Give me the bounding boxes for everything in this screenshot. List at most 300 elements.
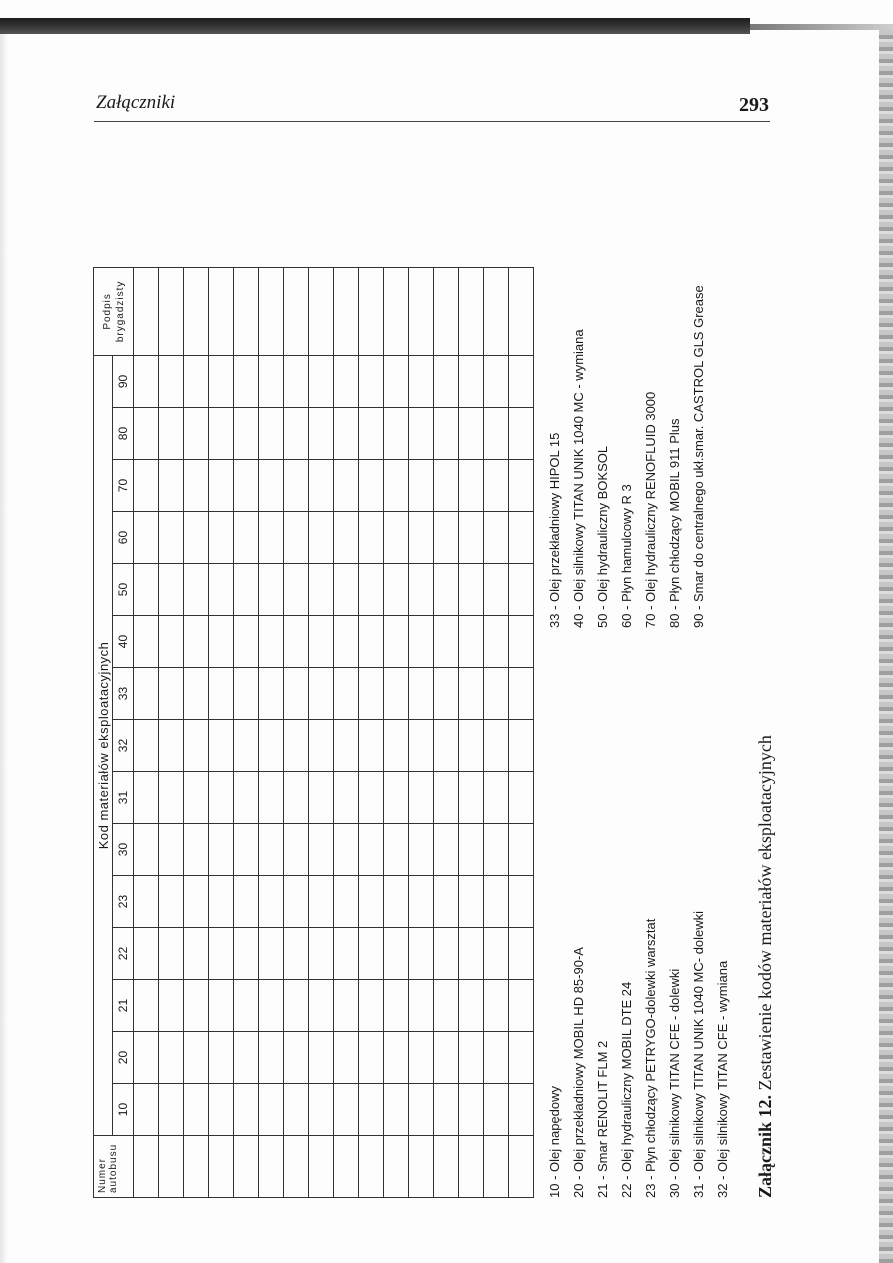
table-cell	[284, 772, 309, 824]
table-cell	[209, 616, 234, 668]
table-cell	[434, 512, 459, 564]
table-cell	[484, 980, 509, 1032]
table-cell	[484, 512, 509, 564]
table-cell	[184, 460, 209, 512]
table-cell	[334, 772, 359, 824]
table-cell	[159, 772, 184, 824]
table-cell	[134, 512, 159, 564]
code-header: 40	[113, 616, 134, 668]
table-cell	[134, 408, 159, 460]
table-cell	[284, 1136, 309, 1198]
table-cell	[434, 1032, 459, 1084]
table-cell	[334, 1084, 359, 1136]
table-cell	[459, 720, 484, 772]
table-cell	[309, 876, 334, 928]
table-cell	[284, 876, 309, 928]
table-cell	[459, 824, 484, 876]
table-cell	[409, 720, 434, 772]
legend-item: 20 - Olej przekładniowy MOBIL HD 85-90-A	[571, 947, 586, 1198]
table-cell	[184, 1032, 209, 1084]
table-cell	[409, 928, 434, 980]
table-cell	[459, 616, 484, 668]
table-cell	[434, 876, 459, 928]
table-cell	[284, 460, 309, 512]
table-cell	[484, 668, 509, 720]
table-cell	[284, 668, 309, 720]
table-cell	[434, 1084, 459, 1136]
table-cell	[334, 824, 359, 876]
table-cell	[234, 824, 259, 876]
table-cell	[134, 355, 159, 407]
legend-item: 23 - Płyn chłodzący PETRYGO-dolewki warsztat	[643, 918, 658, 1198]
table-row	[209, 267, 234, 1197]
table-cell	[159, 512, 184, 564]
table-cell	[209, 564, 234, 616]
table-cell	[134, 928, 159, 980]
table-cell	[384, 1084, 409, 1136]
scan-right-edge	[879, 30, 893, 1263]
code-header: 22	[113, 928, 134, 980]
caption-label: Załącznik 12.	[755, 1094, 775, 1198]
table-cell	[259, 460, 284, 512]
table-cell	[484, 267, 509, 355]
caption-text: Zestawienie kodów materiałów eksploatacyjnych	[755, 735, 775, 1091]
table-cell	[259, 824, 284, 876]
table-cell	[309, 772, 334, 824]
table-cell	[409, 512, 434, 564]
table-cell	[409, 980, 434, 1032]
table-cell	[159, 928, 184, 980]
scan-top-bar-fade	[750, 24, 893, 30]
legend-left	[543, 911, 735, 1198]
table-cell	[459, 1084, 484, 1136]
table-cell	[309, 1084, 334, 1136]
table-cell	[434, 928, 459, 980]
legend-item: 10 - Olej napędowy	[547, 1085, 562, 1198]
table-cell	[434, 668, 459, 720]
table-cell	[384, 772, 409, 824]
table-cell	[134, 668, 159, 720]
table-row	[459, 267, 484, 1197]
table-cell	[334, 512, 359, 564]
table-cell	[359, 928, 384, 980]
code-header: 90	[113, 355, 134, 407]
table-cell	[134, 267, 159, 355]
table-cell	[234, 1084, 259, 1136]
table-cell	[434, 772, 459, 824]
table-cell	[384, 824, 409, 876]
table-cell	[334, 616, 359, 668]
table-cell	[234, 1032, 259, 1084]
table-cell	[209, 1084, 234, 1136]
table-cell	[409, 876, 434, 928]
column-header-material-codes: Kod materiałów eksploatacyjnych	[94, 355, 113, 1135]
table-cell	[359, 616, 384, 668]
table-cell	[359, 564, 384, 616]
table-cell	[484, 460, 509, 512]
table-cell	[384, 355, 409, 407]
column-header-foreman-signature: Podpis brygadzisty	[94, 267, 134, 355]
table-cell	[184, 1084, 209, 1136]
table-cell	[134, 824, 159, 876]
table-cell	[509, 772, 534, 824]
table-cell	[459, 1136, 484, 1198]
legend-item: 21 - Smar RENOLIT FLM 2	[595, 1040, 610, 1198]
code-header: 80	[113, 408, 134, 460]
legend-item: 50 - Olej hydrauliczny BOKSOL	[595, 445, 610, 628]
table-cell	[209, 772, 234, 824]
table-cell	[509, 460, 534, 512]
table-cell	[309, 564, 334, 616]
table-cell	[309, 1032, 334, 1084]
table-cell	[259, 1032, 284, 1084]
table-cell	[259, 668, 284, 720]
table-cell	[459, 408, 484, 460]
table-cell	[209, 720, 234, 772]
table-cell	[509, 720, 534, 772]
table-cell	[359, 668, 384, 720]
table-cell	[384, 1032, 409, 1084]
code-header: 70	[113, 460, 134, 512]
table-cell	[509, 1032, 534, 1084]
table-cell	[184, 355, 209, 407]
code-header: 60	[113, 512, 134, 564]
table-cell	[234, 928, 259, 980]
table-cell	[409, 1032, 434, 1084]
table-cell	[284, 824, 309, 876]
table-row	[309, 267, 334, 1197]
table-cell	[434, 267, 459, 355]
table-cell	[459, 928, 484, 980]
table-cell	[209, 355, 234, 407]
table-cell	[134, 460, 159, 512]
table-cell	[384, 668, 409, 720]
table-cell	[284, 408, 309, 460]
table-cell	[259, 980, 284, 1032]
table-cell	[184, 616, 209, 668]
table-row	[334, 267, 359, 1197]
table-cell	[359, 355, 384, 407]
table-cell	[509, 408, 534, 460]
code-header: 23	[113, 876, 134, 928]
table-cell	[184, 876, 209, 928]
table-cell	[234, 355, 259, 407]
table-cell	[409, 1136, 434, 1198]
legend-item: 33 - Olej przekładniowy HIPOL 15	[547, 432, 562, 628]
table-cell	[159, 408, 184, 460]
table-cell	[209, 1136, 234, 1198]
table-cell	[209, 876, 234, 928]
table-cell	[259, 616, 284, 668]
table-row	[259, 267, 284, 1197]
table-cell	[284, 512, 309, 564]
table-cell	[484, 1032, 509, 1084]
code-header: 21	[113, 980, 134, 1032]
legend-item: 80 - Płyn chłodzący MOBIL 911 Plus	[667, 418, 682, 628]
table-cell	[184, 408, 209, 460]
table-cell	[509, 1084, 534, 1136]
table-row	[159, 267, 184, 1197]
table-cell	[359, 772, 384, 824]
table-cell	[509, 267, 534, 355]
table-cell	[334, 668, 359, 720]
table-cell	[484, 1136, 509, 1198]
table-cell	[359, 267, 384, 355]
table-cell	[409, 408, 434, 460]
table-cell	[259, 1136, 284, 1198]
table-cell	[184, 824, 209, 876]
form-body	[134, 267, 534, 1197]
table-row	[134, 267, 159, 1197]
table-cell	[159, 668, 184, 720]
table-cell	[384, 512, 409, 564]
table-cell	[509, 824, 534, 876]
code-header: 31	[113, 772, 134, 824]
table-cell	[484, 720, 509, 772]
table-cell	[384, 408, 409, 460]
table-cell	[259, 928, 284, 980]
table-cell	[409, 267, 434, 355]
table-cell	[309, 267, 334, 355]
table-cell	[234, 1136, 259, 1198]
table-cell	[384, 616, 409, 668]
table-cell	[209, 1032, 234, 1084]
table-cell	[259, 267, 284, 355]
table-cell	[159, 1032, 184, 1084]
table-cell	[509, 1136, 534, 1198]
table-row	[184, 267, 209, 1197]
table-cell	[159, 564, 184, 616]
table-cell	[459, 1032, 484, 1084]
table-cell	[409, 772, 434, 824]
table-cell	[459, 460, 484, 512]
table-cell	[434, 355, 459, 407]
table-cell	[409, 460, 434, 512]
table-cell	[334, 267, 359, 355]
table-cell	[384, 876, 409, 928]
table-cell	[359, 1032, 384, 1084]
table-cell	[359, 1136, 384, 1198]
table-cell	[159, 1136, 184, 1198]
table-cell	[309, 720, 334, 772]
table-cell	[159, 355, 184, 407]
table-cell	[434, 980, 459, 1032]
table-cell	[434, 720, 459, 772]
table-cell	[509, 980, 534, 1032]
table-cell	[209, 668, 234, 720]
table-cell	[384, 267, 409, 355]
legend-item: 31 - Olej silnikowy TITAN UNIK 1040 MC- dolewki	[691, 910, 706, 1198]
legend-item: 70 - Olej hydrauliczny RENOFLUID 3000	[643, 391, 658, 628]
table-cell	[334, 1032, 359, 1084]
table-cell	[159, 1084, 184, 1136]
table-row	[484, 267, 509, 1197]
table-cell	[434, 824, 459, 876]
table-cell	[309, 512, 334, 564]
table-cell	[409, 616, 434, 668]
table-cell	[359, 876, 384, 928]
table-row	[409, 267, 434, 1197]
table-cell	[184, 267, 209, 355]
table-cell	[209, 980, 234, 1032]
table-cell	[459, 355, 484, 407]
table-cell	[509, 564, 534, 616]
table-row	[384, 267, 409, 1197]
table-cell	[509, 928, 534, 980]
table-cell	[309, 355, 334, 407]
table-cell	[309, 980, 334, 1032]
table-cell	[459, 564, 484, 616]
table-cell	[234, 564, 259, 616]
table-cell	[384, 1136, 409, 1198]
table-cell	[384, 720, 409, 772]
table-cell	[259, 564, 284, 616]
table-cell	[259, 512, 284, 564]
table-cell	[359, 980, 384, 1032]
table-cell	[134, 1032, 159, 1084]
table-cell	[359, 824, 384, 876]
table-cell	[409, 668, 434, 720]
table-cell	[309, 616, 334, 668]
table-cell	[409, 564, 434, 616]
table-cell	[459, 980, 484, 1032]
table-cell	[209, 267, 234, 355]
table-cell	[184, 564, 209, 616]
legend-item: 22 - Olej hydrauliczny MOBIL DTE 24	[619, 981, 634, 1198]
table-cell	[234, 408, 259, 460]
legend-right	[543, 285, 711, 628]
rotated-content	[93, 188, 793, 1198]
table-cell	[259, 772, 284, 824]
table-cell	[359, 1084, 384, 1136]
table-cell	[159, 824, 184, 876]
table-cell	[434, 1136, 459, 1198]
table-cell	[259, 355, 284, 407]
table-cell	[259, 876, 284, 928]
table-cell	[234, 772, 259, 824]
table-cell	[459, 772, 484, 824]
table-cell	[334, 1136, 359, 1198]
table-cell	[234, 876, 259, 928]
table-cell	[334, 876, 359, 928]
table-cell	[159, 616, 184, 668]
table-cell	[409, 824, 434, 876]
code-header: 50	[113, 564, 134, 616]
table-cell	[234, 980, 259, 1032]
table-cell	[184, 1136, 209, 1198]
table-cell	[159, 267, 184, 355]
table-cell	[284, 616, 309, 668]
table-cell	[484, 824, 509, 876]
table-cell	[459, 876, 484, 928]
table-cell	[134, 876, 159, 928]
table-cell	[359, 720, 384, 772]
table-cell	[159, 876, 184, 928]
table-cell	[484, 928, 509, 980]
table-cell	[509, 668, 534, 720]
table-cell	[184, 928, 209, 980]
table-cell	[309, 668, 334, 720]
code-header: 10	[113, 1084, 134, 1136]
table-cell	[509, 512, 534, 564]
table-cell	[134, 564, 159, 616]
table-cell	[384, 564, 409, 616]
table-row	[359, 267, 384, 1197]
table-cell	[434, 616, 459, 668]
table-cell	[484, 564, 509, 616]
table-cell	[484, 1084, 509, 1136]
table-cell	[184, 512, 209, 564]
table-cell	[509, 355, 534, 407]
table-row	[234, 267, 259, 1197]
code-header: 30	[113, 824, 134, 876]
code-header: 33	[113, 668, 134, 720]
table-cell	[184, 772, 209, 824]
legend-item: 40 - Olej silnikowy TITAN UNIK 1040 MC - wymiana	[571, 329, 586, 628]
table-cell	[484, 355, 509, 407]
table-cell	[184, 980, 209, 1032]
table-cell	[359, 408, 384, 460]
table-cell	[234, 512, 259, 564]
table-cell	[284, 928, 309, 980]
table-cell	[284, 720, 309, 772]
table-cell	[284, 355, 309, 407]
table-cell	[409, 1084, 434, 1136]
table-cell	[434, 408, 459, 460]
table-cell	[209, 408, 234, 460]
table-cell	[234, 460, 259, 512]
table-cell	[134, 720, 159, 772]
table-cell	[134, 980, 159, 1032]
table-cell	[334, 720, 359, 772]
table-cell	[509, 616, 534, 668]
table-cell	[434, 564, 459, 616]
table-row	[284, 267, 309, 1197]
table-cell	[409, 355, 434, 407]
table-cell	[209, 824, 234, 876]
table-cell	[259, 1084, 284, 1136]
table-cell	[284, 1084, 309, 1136]
table-cell	[309, 408, 334, 460]
table-cell	[309, 928, 334, 980]
table-cell	[384, 460, 409, 512]
table-cell	[259, 720, 284, 772]
table-cell	[359, 460, 384, 512]
code-header: 20	[113, 1032, 134, 1084]
table-cell	[309, 1136, 334, 1198]
table-row	[434, 267, 459, 1197]
table-cell	[234, 720, 259, 772]
table-cell	[234, 668, 259, 720]
table-cell	[334, 408, 359, 460]
table-cell	[284, 980, 309, 1032]
table-cell	[234, 267, 259, 355]
table-cell	[484, 876, 509, 928]
legend-item: 90 - Smar do centralnego ukł.smar. CASTROL GLS Grease	[691, 285, 706, 628]
table-cell	[159, 980, 184, 1032]
table-cell	[334, 564, 359, 616]
table-cell	[134, 772, 159, 824]
running-head: Załączniki	[96, 92, 176, 113]
table-cell	[359, 512, 384, 564]
table-cell	[309, 460, 334, 512]
table-cell	[484, 772, 509, 824]
code-header: 32	[113, 720, 134, 772]
legend-item: 32 - Olej silnikowy TITAN CFE - wymiana	[715, 960, 730, 1198]
table-cell	[509, 876, 534, 928]
table-cell	[159, 460, 184, 512]
table-cell	[334, 928, 359, 980]
